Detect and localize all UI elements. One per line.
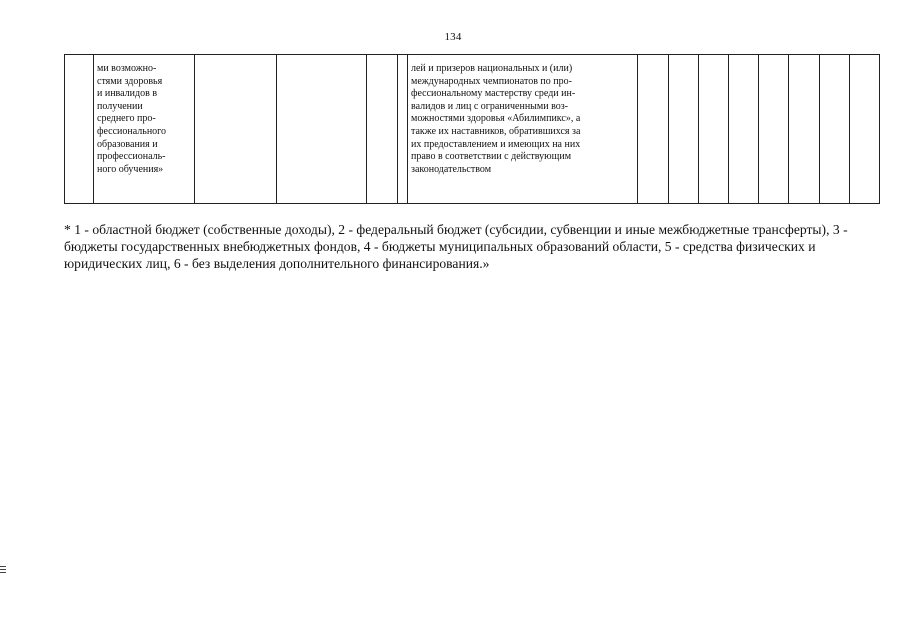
text-line: получении <box>97 100 143 112</box>
table-cell-empty <box>699 55 729 204</box>
text-line: международных чемпионатов по про- <box>411 75 572 87</box>
table-cell-empty <box>638 55 669 204</box>
text-line: также их наставников, обратившихся за <box>411 125 581 137</box>
text-line: образования и <box>97 138 158 150</box>
program-table <box>64 54 880 204</box>
text-line: ми возможно- <box>97 63 157 74</box>
table-cell-empty <box>789 55 820 204</box>
text-line: фессионального <box>97 125 167 137</box>
text-line: законодательством <box>411 163 492 175</box>
table-cell-task <box>94 55 195 204</box>
text-line: среднего про- <box>97 113 156 125</box>
table-cell-empty <box>669 55 699 204</box>
table-cell-empty <box>398 55 408 204</box>
table-cell-empty <box>65 55 94 204</box>
table-row <box>65 55 880 204</box>
table-cell-empty <box>277 55 367 204</box>
table-cell-indicator <box>408 55 638 204</box>
indicator-text <box>408 55 637 176</box>
text-line: право в соответствии с действующим <box>411 151 572 163</box>
table-cell-empty <box>195 55 277 204</box>
text-line: валидов и лиц с ограниченными воз- <box>411 100 568 112</box>
text-line: лей и призеров национальных и (или) <box>411 63 573 74</box>
table-cell-empty <box>729 55 759 204</box>
text-line: можностями здоровья «Абилимпикс», а <box>411 113 581 125</box>
text-line: их предоставлением и имеющих на них <box>411 138 581 150</box>
text-line: ного обучения» <box>97 163 164 175</box>
table-cell-empty <box>820 55 850 204</box>
table-cell-empty <box>850 55 880 204</box>
page-number: 134 <box>444 31 462 43</box>
text-line: и инвалидов в <box>97 88 158 100</box>
table-cell-empty <box>367 55 398 204</box>
funding-footnote: * 1 - областной бюджет (собственные доходы), 2 - федеральный бюджет (субсидии, субвенции и иные межбюджетные трансферты), 3 - бюджеты государственных внебюджетных фондов, 4 - бюджеты муниципальных образований области, 5 - средства физических и юридических лиц, 6 - без выделения дополнительного финансирования.» <box>64 222 848 271</box>
text-line: стями здоровья <box>97 75 163 87</box>
text-line: фессиональному мастерству среди ин- <box>411 88 576 100</box>
text-line: профессиональ- <box>97 151 166 163</box>
table-cell-empty <box>759 55 789 204</box>
task-text <box>94 55 194 176</box>
scan-edge-mark <box>0 566 6 574</box>
